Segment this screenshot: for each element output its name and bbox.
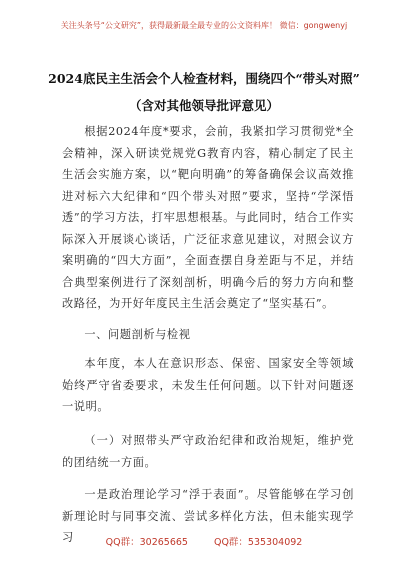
qq-group-2: QQ群：535304092 (213, 537, 303, 548)
section-heading: 一、问题剖析与检视 (84, 328, 191, 341)
footer-contacts (0, 534, 408, 548)
document-title: 2024底民主生活会个人检查材料，围绕四个“带头对照” (48, 71, 360, 86)
subsection-heading: （一）对照带头严守政治纪律和政治规矩，维护党的团结统一方面。 (62, 434, 354, 469)
body-paragraph: 一是政治理论学习“浮于表面”。尽管能够在学习创新理论时与同事交流、尝试多样化方法，但未能实现学习 (62, 488, 354, 544)
body-paragraph: 本年度，本人在意识形态、保密、国家安全等领域始终严守省委要求，未发生任何问题。以下针对问题逐一说明。 (62, 357, 354, 413)
document-subtitle: （含对其他领导批评意见） (128, 98, 279, 113)
promo-banner: 关注头条号“公文研究”，获得最新最全最专业的公文资料库！ 微信：gongwenyj (60, 21, 348, 30)
intro-paragraph: 根据2024年度*要求，会前，我紧扣学习贯彻党*全会精神，深入研读党规党G教育内容，精心制定了民主生活会实施方案，以“靶向明确”的筹备确保会议高效推进对标六大纪律和“四个带头对照”要求，坚持“学深悟透”的学习方法，打牢思想根基。与此同时，结合工作实际深入开展谈心谈话，广泛征求意见建议，对照会议方案明确的“四大方面”，全面查摆自身差距与不足，并结合典型案例进行了深刻剖析，明确今后的努力方向和整改路径，为开好年度民主生活会奠定了“坚实基石”。 (62, 125, 354, 310)
qq-group-1: QQ群：30265665 (105, 537, 188, 548)
